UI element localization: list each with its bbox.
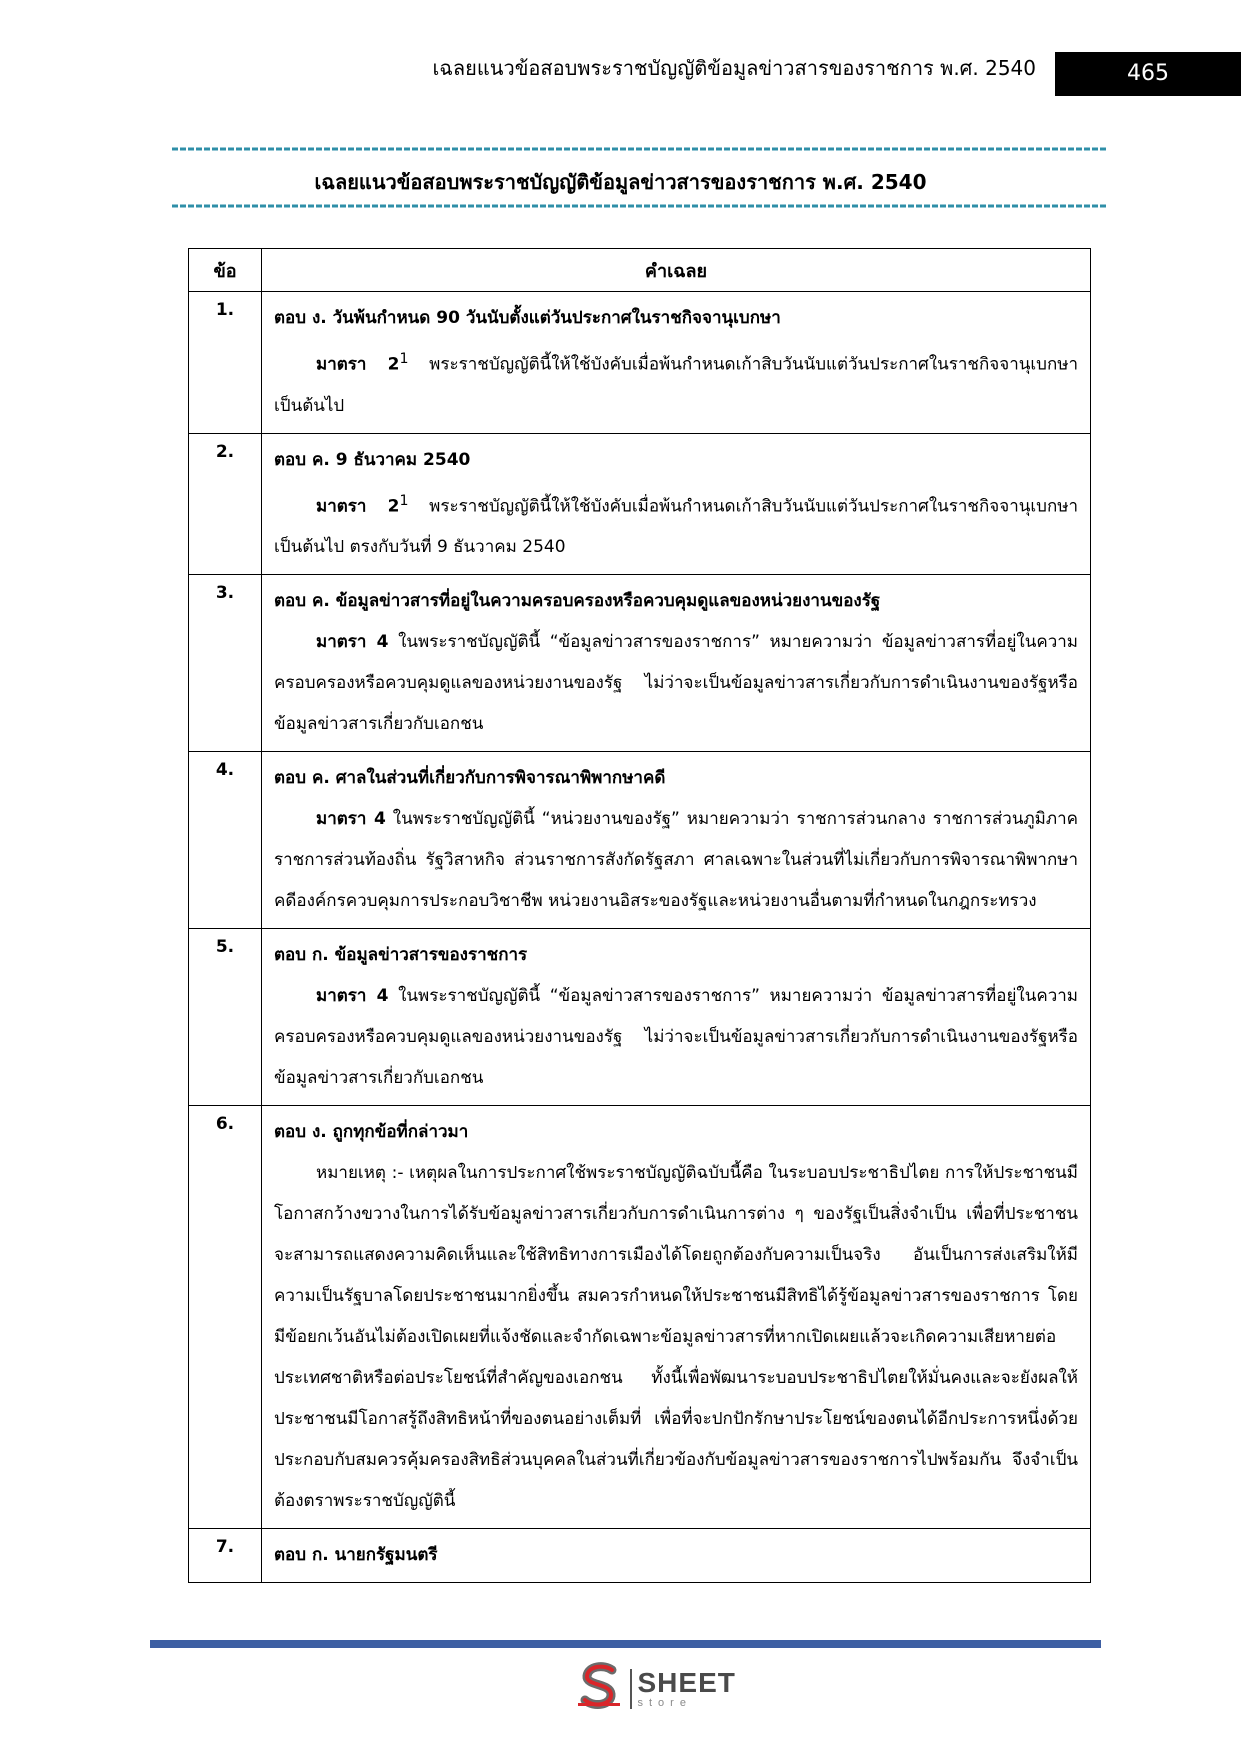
answer-table [188,248,1091,1583]
explanation [274,1153,1078,1522]
table-header-row [189,249,1091,292]
explanation [274,622,1078,745]
row-number: 1. [189,292,262,434]
sheet-store-logo-icon [574,1661,626,1717]
explanation [274,799,1078,922]
brand-logo [574,1663,736,1715]
table-row [189,752,1091,929]
table-row [189,575,1091,752]
row-number: 2. [189,433,262,575]
answer-cell [262,292,1091,434]
explanation-text: พระราชบัญญัตินี้ให้ใช้บังคับเมื่อพ้นกำหนดเก้าสิบวันนับแต่วันประกาศในราชกิจจานุเบกษาเป็นต้นไป ตรงกับวันที่ 9 ธันวาคม 2540 [274,496,1079,558]
logo-divider [630,1669,632,1709]
table-row [189,433,1091,575]
answer-choice: ตอบ ง. วันพ้นกำหนด 90 วันนับตั้งแต่วันประกาศในราชกิจจานุเบกษา [274,308,781,328]
column-header-answer: คำเฉลย [262,249,1091,292]
explanation [274,976,1078,1099]
answer-choice: ตอบ ก. ข้อมูลข่าวสารของราชการ [274,945,528,966]
table-row [189,1106,1091,1529]
answer-choice: ตอบ ค. ศาลในส่วนที่เกี่ยวกับการพิจารณาพิพากษาคดี [274,768,666,789]
section-ref: มาตรา 4 [316,632,389,653]
footnote-marker: 1 [399,351,409,367]
section-ref: มาตรา 2 [316,496,400,517]
row-number: 6. [189,1106,262,1529]
logo-brand-sub: store [637,1697,692,1709]
answer-cell [262,575,1091,752]
answer-cell [262,1529,1091,1583]
explanation [274,339,1078,427]
row-number: 4. [189,752,262,929]
row-number: 7. [189,1529,262,1583]
explanation [274,481,1078,569]
logo-text [638,1669,736,1709]
answer-choice: ตอบ ค. 9 ธันวาคม 2540 [274,449,471,470]
explanation-text: ในพระราชบัญญัตินี้ “หน่วยงานของรัฐ” หมายความว่า ราชการส่วนกลาง ราชการส่วนภูมิภาค ราชการส่วนท้องถิ่น รัฐวิสาหกิจ ส่วนราชการสังกัดรัฐสภา ศาลเฉพาะในส่วนที่ไม่เกี่ยวกับการพิจารณาพิพากษาคดีองค์กรควบคุมการประกอบวิชาชีพ หน่วยงานอิสระของรัฐและหน่วยงานอื่นตามที่กำหนดในกฎกระทรวง [274,809,1078,912]
table-row [189,929,1091,1106]
table-row [189,1529,1091,1583]
explanation-text: หมายเหตุ :- เหตุผลในการประกาศใช้พระราชบัญญัติฉบับนี้คือ ในระบอบประชาธิปไตย การให้ประชาชนมีโอกาสกว้างขวางในการได้รับข้อมูลข่าวสารเกี่ยวกับการดำเนินการต่าง ๆ ของรัฐเป็นสิ่งจำเป็น เพื่อที่ประชาชนจะสามารถแสดงความคิดเห็นและใช้สิทธิทางการเมืองได้โดยถูกต้องกับความเป็นจริง อันเป็นการส่งเสริมให้มีความเป็นรัฐบาลโดยประชาชนมากยิ่งขึ้น สมควรกำหนดให้ประชาชนมีสิทธิได้รู้ข้อมูลข่าวสารของราชการ โดยมีข้อยกเว้นอันไม่ต้องเปิดเผยที่แจ้งชัดและจำกัดเฉพาะข้อมูลข่าวสารที่หากเปิดเผยแล้วจะเกิดความเสียหายต่อประเทศชาติหรือต่อประโยชน์ที่สำคัญของเอกชน ทั้งนี้เพื่อพัฒนาระบอบประชาธิปไตยให้มั่นคงและจะยังผลให้ประชาชนมีโอกาสรู้ถึงสิทธิหน้าที่ของตนอย่างเต็มที่ เพื่อที่จะปกปักรักษาประโยชน์ของตนได้อีกประการหนึ่งด้วย ประกอบกับสมควรคุ้มครองสิทธิส่วนบุคคลในส่วนที่เกี่ยวข้องกับข้อมูลข่าวสารของราชการไปพร้อมกัน จึงจำเป็นต้องตราพระราชบัญญัตินี้ [274,1163,1078,1512]
column-header-no: ข้อ [189,249,262,292]
row-number: 5. [189,929,262,1106]
answer-choice: ตอบ ง. ถูกทุกข้อที่กล่าวมา [274,1122,469,1143]
section-ref: มาตรา 2 [316,354,400,375]
answer-cell [262,433,1091,575]
table-row [189,292,1091,434]
page-number: 465 [1055,52,1241,96]
title-rule-bottom [172,203,1108,209]
section-ref: มาตรา 4 [316,986,389,1007]
explanation-text: ในพระราชบัญญัตินี้ “ข้อมูลข่าวสารของราชการ” หมายความว่า ข้อมูลข่าวสารที่อยู่ในความครอบครองหรือควบคุมดูแลของหน่วยงานของรัฐ ไม่ว่าจะเป็นข้อมูลข่าวสารเกี่ยวกับการดำเนินงานของรัฐหรือข้อมูลข่าวสารเกี่ยวกับเอกชน [274,986,1079,1089]
footer-rule [150,1640,1101,1648]
explanation-text: ในพระราชบัญญัตินี้ “ข้อมูลข่าวสารของราชการ” หมายความว่า ข้อมูลข่าวสารที่อยู่ในความครอบครองหรือควบคุมดูแลของหน่วยงานของรัฐ ไม่ว่าจะเป็นข้อมูลข่าวสารเกี่ยวกับการดำเนินงานของรัฐหรือข้อมูลข่าวสารเกี่ยวกับเอกชน [274,632,1079,735]
answer-cell [262,1106,1091,1529]
footnote-marker: 1 [399,492,409,509]
section-ref: มาตรา 4 [316,809,386,830]
answer-choice: ตอบ ก. นายกรัฐมนตรี [274,1545,438,1566]
answer-cell [262,929,1091,1106]
running-header-title: เฉลยแนวข้อสอบพระราชบัญญัติข้อมูลข่าวสารของราชการ พ.ศ. 2540 [432,56,1036,80]
title-rule-top [172,146,1108,152]
explanation-text: พระราชบัญญัตินี้ให้ใช้บังคับเมื่อพ้นกำหนดเก้าสิบวันนับแต่วันประกาศในราชกิจจานุเบกษาเป็นต้นไป [274,354,1079,416]
row-number: 3. [189,575,262,752]
answer-cell [262,752,1091,929]
document-title: เฉลยแนวข้อสอบพระราชบัญญัติข้อมูลข่าวสารของราชการ พ.ศ. 2540 [314,170,927,194]
logo-brand-name: SHEET [637,1667,736,1698]
answer-choice: ตอบ ค. ข้อมูลข่าวสารที่อยู่ในความครอบครองหรือควบคุมดูแลของหน่วยงานของรัฐ [274,591,881,612]
